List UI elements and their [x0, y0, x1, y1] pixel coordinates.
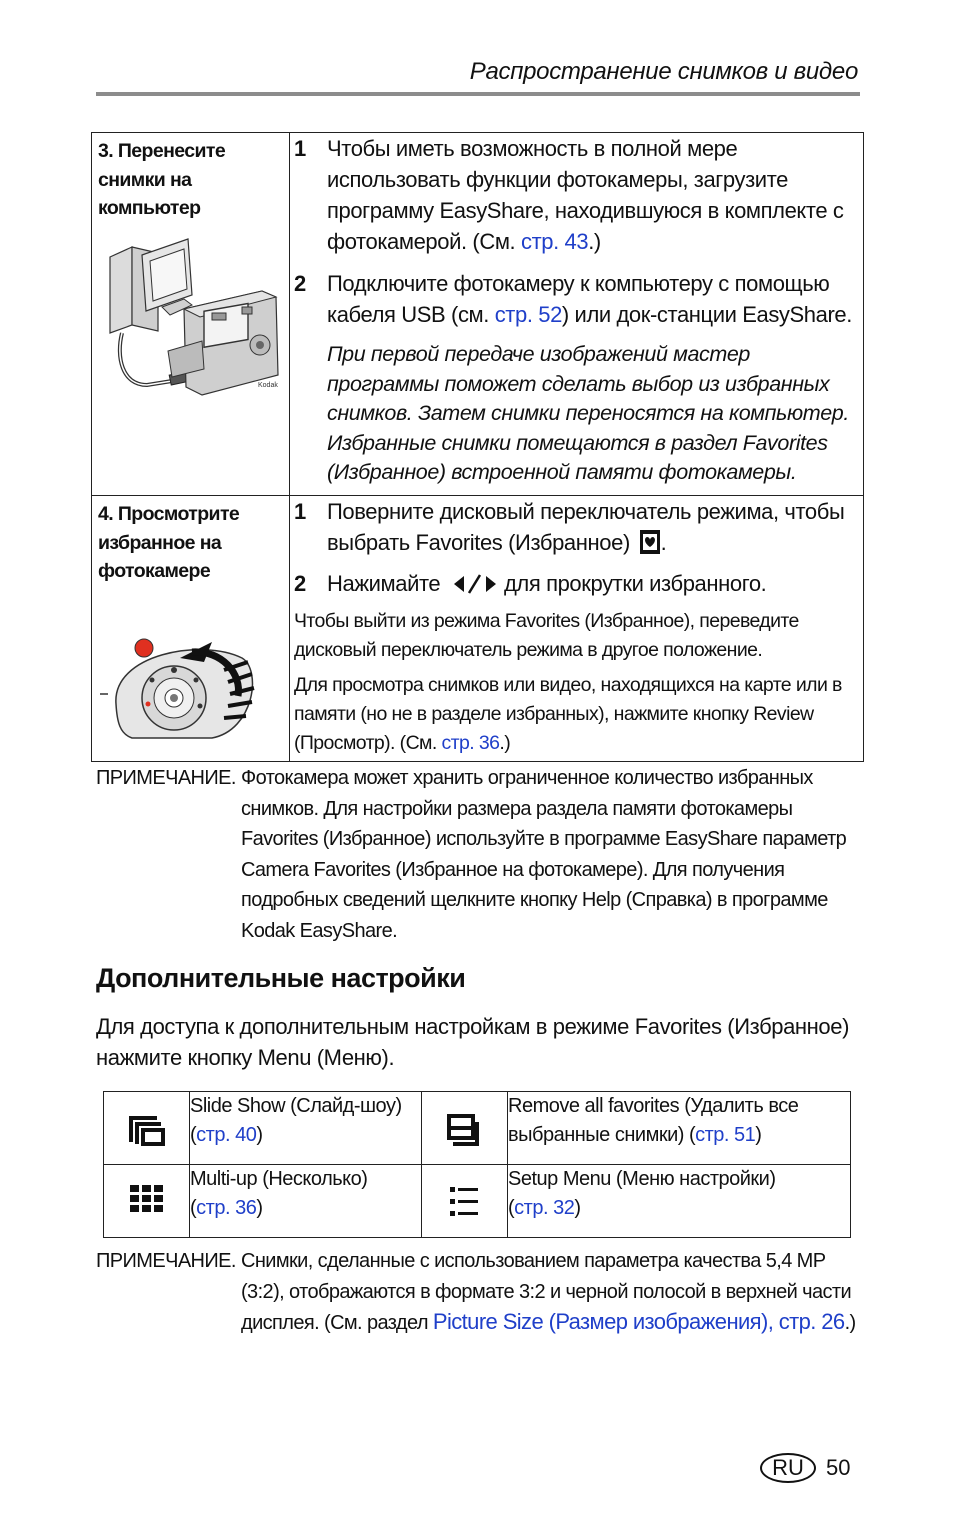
step-row-favorites [92, 496, 864, 762]
left-right-arrows-icon [452, 573, 498, 595]
menu-options-table [103, 1091, 851, 1238]
page-footer [760, 1453, 850, 1483]
language-badge: RU [760, 1453, 816, 1483]
note-body: Фотокамера может хранить ограниченное количество избранных снимков. Для настройки размера раздела памяти фотокамеры Favorites (Избранное) используйте в программе EasyShare параметр Camera Favorites (Избранное на фотокамере). Для получения подробных сведений щелкните кнопку Help (Справка) в программе Kodak EasyShare. [241, 767, 847, 942]
camera-computer-illustration [92, 227, 289, 402]
menu-row: Multi-up (Несколько) (стр. 36) Setup Menu (Меню настройки) (стр. 32) [104, 1165, 851, 1238]
page-link[interactable]: стр. 43 [520, 229, 589, 254]
section-heading: Дополнительные настройки [96, 963, 466, 993]
picture-size-link[interactable]: Picture Size (Размер изображения), стр. 26 [432, 1309, 845, 1334]
note-label: ПРИМЕЧАНИЕ. [96, 1250, 236, 1272]
note-favorites-limit [96, 763, 866, 946]
page-number: 50 [826, 1455, 851, 1480]
step-title-transfer: 3. Перенесите снимки на компьютер [98, 140, 226, 219]
step-item: 2 Подключите фотокамеру к компьютеру с помощью кабеля USB (см. стр. 52) или док-станции EasyShare. [294, 271, 852, 327]
transfer-italic-note: При первой передаче изображений мастер программы поможет сделать выбор из избранных снимков. Затем снимки переносятся на компьютер. Избранные снимки помещаются в раздел Favorites (Избранное) встроенной памяти фотокамеры. [327, 342, 849, 484]
menu-row: Slide Show (Слайд-шоу) (стр. 40) Remove all favorites (Удалить все выбранные снимки) (стр. 51) [104, 1092, 851, 1165]
remove-favorites-icon [445, 1112, 485, 1148]
menu-option-label: Multi-up (Несколько) [190, 1168, 368, 1190]
mode-dial-illustration [92, 634, 289, 744]
exit-favorites-note: Чтобы выйти из режима Favorites (Избранное), переведите дисковый переключатель режима в другое положение. [294, 610, 799, 661]
svg-text:Kodak: Kodak [258, 381, 278, 389]
note-body: Снимки, сделанные с использованием параметра качества 5,4 MP (3:2), отображаются в формате 3:2 и черной полосой в верхней части дисплея. (См. раздел Picture Size (Размер изображения), стр. 26.) [241, 1250, 856, 1334]
steps-table [91, 132, 864, 762]
page-link[interactable]: стр. 52 [494, 302, 562, 327]
page-link[interactable]: стр. 36 [441, 732, 500, 754]
menu-option-label: Setup Menu (Меню настройки) [508, 1168, 776, 1190]
setup-menu-icon [450, 1185, 480, 1219]
review-note: Для просмотра снимков или видео, находящихся на карте или в памяти (но не в разделе избранных), нажмите кнопку Review (Просмотр). (См. стр. 36.) [294, 674, 842, 754]
step-item: 1 Поверните дисковый переключатель режима, чтобы выбрать Favorites (Избранное) . [294, 499, 845, 555]
page-link[interactable]: стр. 36 [196, 1197, 257, 1219]
menu-option-label: Remove all favorites (Удалить все выбранные снимки) [508, 1095, 799, 1146]
page-link[interactable]: стр. 32 [514, 1197, 575, 1219]
step-item: 2 Нажимайте для прокрутки избранного. [294, 571, 767, 596]
note-label: ПРИМЕЧАНИЕ. [96, 767, 236, 789]
menu-option-label: Slide Show (Слайд-шоу) [190, 1095, 402, 1117]
page-link[interactable]: стр. 51 [695, 1124, 756, 1146]
favorites-mode-icon [639, 529, 661, 555]
step-title-favorites: 4. Просмотрите избранное на фотокамере [98, 503, 240, 582]
step-row-transfer [92, 133, 864, 496]
multi-up-icon [130, 1185, 164, 1213]
page-link[interactable]: стр. 40 [196, 1124, 257, 1146]
step-item: 1 Чтобы иметь возможность в полной мере использовать функции фотокамеры, загрузите программу EasyShare, находившуюся в комплекте с фотокамерой. (См. стр. 43.) [294, 136, 844, 254]
section-intro: Для доступа к дополнительным настройкам в режиме Favorites (Избранное) нажмите кнопку Menu (Меню). [96, 1014, 850, 1070]
running-header: Распространение снимков и видео [469, 58, 858, 85]
slideshow-icon [127, 1112, 167, 1148]
header-rule [96, 92, 860, 96]
note-picture-size [96, 1246, 866, 1339]
